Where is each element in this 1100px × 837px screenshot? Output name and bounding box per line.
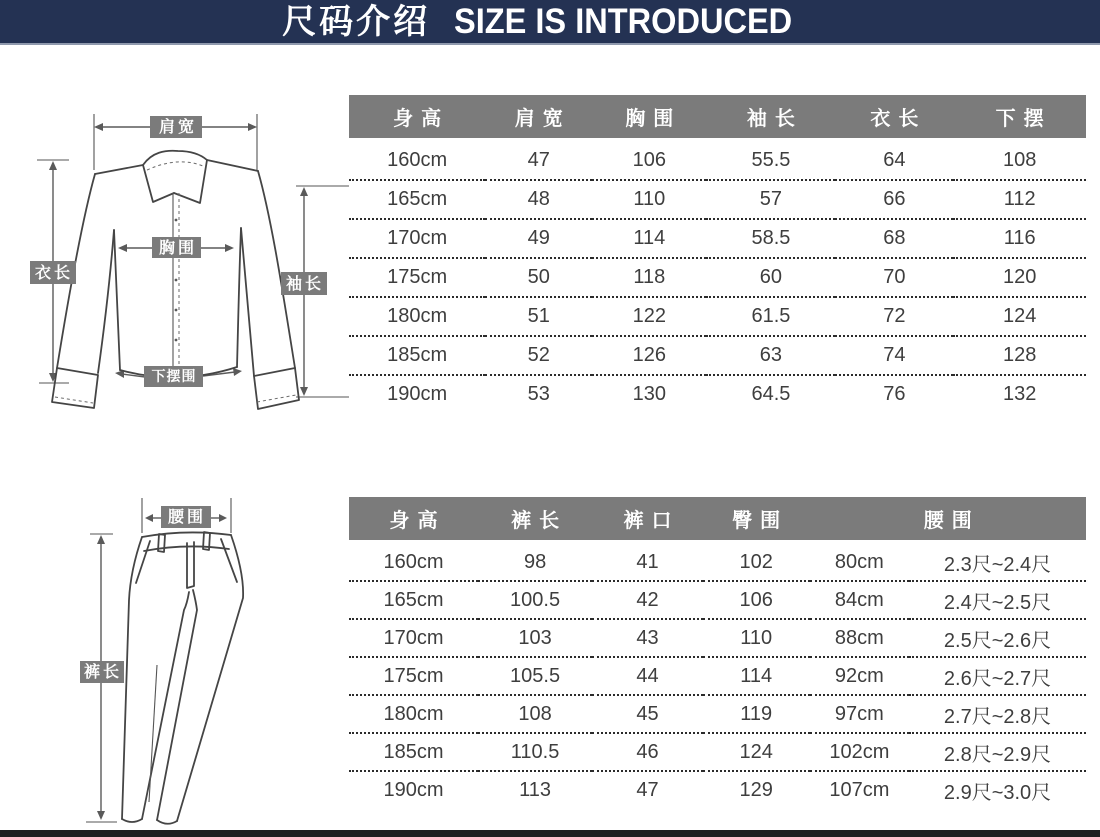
size-cell: 185cm (349, 336, 485, 375)
size-table-row (349, 619, 1086, 657)
size-table-header-cell: 身高 (349, 497, 478, 542)
size-cell: 108 (953, 140, 1086, 180)
size-cell: 100.5 (478, 581, 592, 619)
size-cell: 165cm (349, 180, 485, 219)
size-table-header-cell: 衣长 (835, 95, 953, 140)
size-cell: 116 (953, 219, 1086, 258)
size-cell: 102cm (810, 733, 909, 771)
pants-waist-top (142, 532, 231, 537)
size-cell: 170cm (349, 619, 478, 657)
size-cell: 2.4尺~2.5尺 (909, 581, 1086, 619)
size-table-row (349, 733, 1086, 771)
pants-length-label: 裤长 (83, 664, 123, 681)
size-cell: 106 (592, 140, 706, 180)
size-table-header-cell: 臀围 (703, 497, 810, 542)
size-cell: 46 (592, 733, 703, 771)
page-title-cn: 尺码介绍 (282, 2, 431, 41)
size-table-row (349, 140, 1086, 180)
size-cell: 2.8尺~2.9尺 (909, 733, 1086, 771)
size-table-header-cell: 裤长 (478, 497, 592, 542)
size-cell: 92cm (810, 657, 909, 695)
size-cell: 124 (703, 733, 810, 771)
size-cell: 129 (739, 778, 773, 801)
size-table-row (349, 219, 1086, 258)
shoulder-width-label: 肩宽 (158, 119, 198, 136)
size-table-header-row (349, 95, 1086, 140)
size-cell: 175cm (349, 657, 478, 695)
size-cell: 2.5尺~2.6尺 (909, 619, 1086, 657)
size-cell: 2.3尺~2.4尺 (909, 542, 1086, 581)
size-cell: 53 (527, 383, 550, 405)
garment-length-label: 衣长 (34, 265, 74, 282)
size-cell: 68 (835, 219, 953, 258)
size-cell: 70 (835, 258, 953, 297)
size-table-row (349, 375, 1086, 413)
size-cell: 190cm (387, 383, 448, 405)
size-cell: 51 (485, 297, 592, 336)
size-cell: 114 (592, 219, 706, 258)
size-cell: 175cm (349, 258, 485, 297)
pants-fly (187, 542, 194, 588)
size-cell: 128 (953, 336, 1086, 375)
size-cell: 43 (592, 619, 703, 657)
size-cell: 119 (703, 695, 810, 733)
size-cell: 2.6尺~2.7尺 (909, 657, 1086, 695)
size-table-row (349, 581, 1086, 619)
size-cell: 48 (485, 180, 592, 219)
size-cell: 49 (485, 219, 592, 258)
size-cell: 63 (706, 336, 835, 375)
size-cell: 130 (632, 383, 666, 405)
size-cell: 2.9尺~3.0尺 (943, 781, 1052, 804)
size-cell: 88cm (810, 619, 909, 657)
size-cell: 64.5 (751, 383, 791, 405)
size-cell: 47 (636, 778, 659, 801)
size-cell: 64 (835, 140, 953, 180)
size-cell: 50 (485, 258, 592, 297)
shirt-size-table (349, 95, 1086, 413)
size-table-header-cell: 肩宽 (485, 95, 592, 140)
size-cell: 61.5 (706, 297, 835, 336)
size-cell: 2.7尺~2.8尺 (909, 695, 1086, 733)
size-cell: 84cm (810, 581, 909, 619)
size-cell: 190cm (383, 778, 444, 801)
size-cell: 114 (703, 657, 810, 695)
size-table-row (349, 297, 1086, 336)
size-cell: 118 (592, 258, 706, 297)
size-cell: 72 (835, 297, 953, 336)
size-cell: 113 (519, 778, 552, 801)
size-cell: 110 (703, 619, 810, 657)
size-cell: 45 (592, 695, 703, 733)
size-table-row (349, 657, 1086, 695)
size-cell: 170cm (349, 219, 485, 258)
size-cell: 41 (592, 542, 703, 581)
size-cell: 47 (485, 140, 592, 180)
size-cell: 112 (953, 180, 1086, 219)
size-table-row (349, 180, 1086, 219)
size-cell: 52 (485, 336, 592, 375)
size-cell: 57 (706, 180, 835, 219)
size-cell: 107cm (829, 778, 890, 801)
size-table-header-cell: 腰围 (810, 497, 1086, 542)
size-cell: 160cm (349, 542, 478, 581)
size-cell: 110.5 (478, 733, 592, 771)
size-cell: 124 (953, 297, 1086, 336)
size-table-header-cell: 下摆 (953, 95, 1086, 140)
size-table-row (349, 771, 1086, 808)
pants-measurement-diagram (60, 470, 350, 837)
size-cell: 58.5 (706, 219, 835, 258)
size-cell: 160cm (349, 140, 485, 180)
waist-label: 腰围 (167, 509, 207, 526)
sleeve-length-label: 袖长 (285, 276, 325, 293)
size-table-header-cell: 胸围 (592, 95, 706, 140)
size-table-header-cell: 身高 (349, 95, 485, 140)
size-cell: 106 (703, 581, 810, 619)
size-cell: 105.5 (478, 657, 592, 695)
size-cell: 185cm (349, 733, 478, 771)
size-table-header-cell: 裤口 (592, 497, 703, 542)
size-table-row (349, 336, 1086, 375)
size-cell: 76 (883, 383, 906, 405)
size-cell: 132 (1002, 383, 1037, 405)
size-cell: 180cm (349, 297, 485, 336)
size-cell: 110 (592, 180, 706, 219)
size-table-header-row (349, 497, 1086, 542)
hem-label: 下摆围 (151, 368, 197, 384)
size-table-row (349, 258, 1086, 297)
size-cell: 97cm (810, 695, 909, 733)
size-cell: 98 (478, 542, 592, 581)
size-table-row (349, 695, 1086, 733)
shirt-collar-top (143, 151, 207, 165)
size-cell: 126 (592, 336, 706, 375)
size-cell: 165cm (349, 581, 478, 619)
chest-label: 胸围 (158, 240, 198, 257)
size-cell: 122 (592, 297, 706, 336)
size-cell: 103 (478, 619, 592, 657)
size-cell: 180cm (349, 695, 478, 733)
size-cell: 108 (478, 695, 592, 733)
size-cell: 42 (592, 581, 703, 619)
size-cell: 102 (703, 542, 810, 581)
size-cell: 120 (953, 258, 1086, 297)
size-cell: 74 (835, 336, 953, 375)
size-table-row (349, 542, 1086, 581)
size-cell: 66 (835, 180, 953, 219)
size-cell: 44 (592, 657, 703, 695)
page-title-en: SIZE IS INTRODUCED (454, 2, 793, 41)
bottom-strip (0, 830, 1100, 837)
size-table-header-cell: 袖长 (706, 95, 835, 140)
size-cell: 60 (706, 258, 835, 297)
page-header (0, 0, 1100, 45)
pants-size-table (349, 497, 1086, 808)
shirt-measurement-diagram (10, 70, 350, 420)
size-cell: 80cm (810, 542, 909, 581)
size-cell: 55.5 (706, 140, 835, 180)
